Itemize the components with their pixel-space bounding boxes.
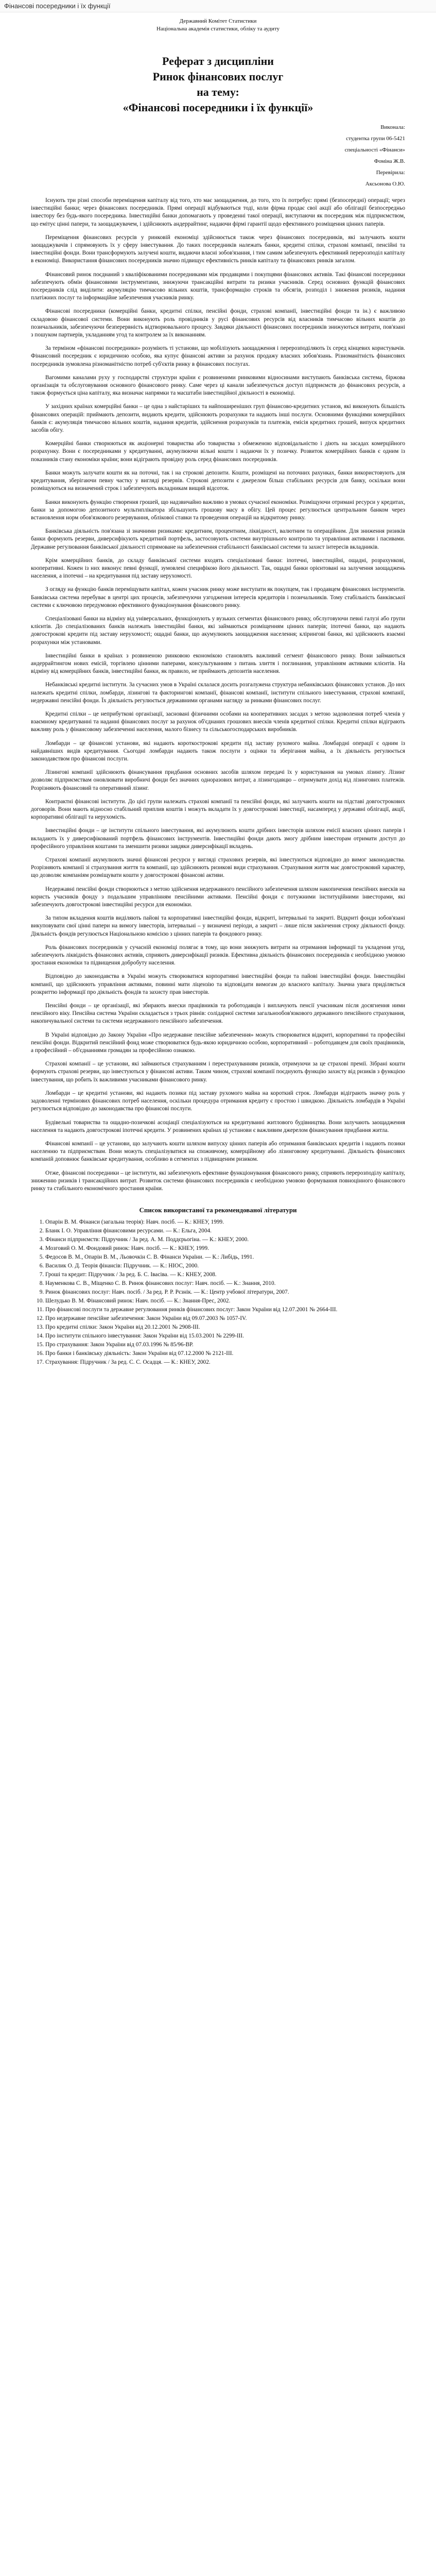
reference-item: 11. Про фінансові послуги та державне регулювання ринків фінансових послуг: Закон України від 12.07.2001 № 2664-III.: [45, 1306, 405, 1314]
reference-item: 10. Шелудько В. М. Фінансовий ринок: Навч. посіб. — К.: Знання-Прес, 2002.: [45, 1297, 405, 1305]
title-line-2: Ринок фінансових послуг: [152, 70, 284, 83]
paragraph: Комерційні банки створюються як акціонерні товариства або товариства з обмеженою відповідальністю і діють на засадах комерційного розрахунку. Вони є посередниками у кредитуванні, акумулюючи вільні кошти і надаючи їх у позичку. Розвиток комерційних банків є одним із показників стану економіки країни; вони відіграють провідну роль серед фінансових посередників.: [31, 440, 405, 463]
paragraph: За типом вкладення коштів виділяють пайові та корпоративні інвестиційні фонди, відкриті, інтервальні та закриті. Відкриті фонди зобов'язані викуповувати свої цінні папери на вимогу інвесторів, інтервальні – у визначені періоди, а закриті – лише після закінчення строку діяльності фонду. Діяльність фондів регулюється Національною комісією з цінних паперів та фондового ринку.: [31, 915, 405, 937]
reference-item: 3. Фінанси підприємств: Підручник / За ред. А. М. Поддєрьогіна. — К.: КНЕУ, 2000.: [45, 1236, 405, 1244]
paragraph: Фінансовий ринок поєднаний з кваліфікованими посередниками між продавцями і покупцями фінансових активів. Такі фінансові посередники забезпечують обмін фінансовими інструментами, знижуючи трансакційні витрати та ризики учасників. Серед основних функцій фінансових посередників слід виділити: акумуляцію тимчасово вільних коштів, трансформацію строків та обсягів, розподіл і зниження ризиків, надання платіжних послуг та інформаційне забезпечення учасників ринку.: [31, 271, 405, 301]
reference-item: 12. Про недержавне пенсійне забезпечення: Закон України від 09.07.2003 № 1057-IV.: [45, 1315, 405, 1323]
paragraph: Фінансові посередники (комерційні банки, кредитні спілки, пенсійні фонди, страхові компанії, інвестиційні фонди та ін.) є важливою складовою фінансової системи. Вони виконують роль провідників у русі фінансових ресурсів від власників тимчасово вільних коштів до позичальників, забезпечуючи безперервність відтворювального процесу. Завдяки діяльності фінансових посередників знижуються витрати, пов'язані з пошуком партнерів, укладанням угод та контролем за їх виконанням.: [31, 308, 405, 338]
paragraph: Ломбарди – це кредитні установи, які надають позики під заставу рухомого майна на короткий строк. Ломбарди відіграють значну роль у задоволенні термінових фінансових потреб населення, оскільки процедура отримання кредиту є простою і швидкою. Діяльність ломбардів в Україні регулюється відповідно до законодавства про фінансові послуги.: [31, 1090, 405, 1112]
title-line-4: «Фінансові посередники і їх функції»: [123, 101, 313, 114]
reference-item: 1. Опарін В. М. Фінанси (загальна теорія): Навч. посіб. — К.: КНЕУ, 1999.: [45, 1218, 405, 1226]
reference-item: 2. Бланк І. О. Управління фінансовими ресурсами. — К.: Ельга, 2004.: [45, 1227, 405, 1235]
reference-item: 16. Про банки і банківську діяльність: Закон України від 07.12.2000 № 2121-III.: [45, 1350, 405, 1358]
author-block: [31, 122, 405, 190]
paragraph: Банки можуть залучати кошти як на поточні, так і на строкові депозити. Кошти, розміщені на поточних рахунках, банки використовують для кредитування, зберігаючи певну частку у вигляді резервів. Строкові депозити є джерелом більш стабільних ресурсів для банку, оскільки вони розміщуються на визначений строк і забезпечують вкладникам вищий відсоток.: [31, 469, 405, 492]
reference-item: 7. Гроші та кредит: Підручник / За ред. Б. С. Івасіва. — К.: КНЕУ, 2008.: [45, 1271, 405, 1279]
paragraph: Страхові компанії – це установи, які займаються страхуванням і перестрахуванням ризиків, отримуючи за це страхові премії. Зібрані кошти формують страхові резерви, що інвестуються у фінансові активи. Таким чином, страхові компанії поєднують функцію захисту від ризиків з функцією інвестування, що робить їх важливими учасниками фінансового ринку.: [31, 1061, 405, 1083]
reference-item: 13. Про кредитні спілки: Закон України від 20.12.2001 № 2908-III.: [45, 1324, 405, 1331]
paragraph: З огляду на функцію банків переміщувати капітал, кожен учасник ринку може виступати як покупцем, так і продавцем фінансових інструментів. Банківська система перебуває в центрі цих процесів, забезпечуючи узгодження інтересів кредиторів і позичальників. Тому стабільність банківської системи є ключовою передумовою ефективного функціонування фінансового ринку.: [31, 586, 405, 608]
reference-item: 4. Мозговий О. М. Фондовий ринок: Навч. посіб. — К.: КНЕУ, 1999.: [45, 1245, 405, 1252]
paragraph: Існують три різні способи переміщення капіталу від того, хто має заощадження, до того, хто їх потребує: прямі (безпосередні) операції; через інвестиційні банки; через фінансових посередників. Прямі операції відбуваються тоді, коли фірма продає свої акції або облігації безпосередньо інвестору без будь-якого посередника. Інвестиційні банки допомагають у проведенні такої операції, виступаючи як посередник між підприємством, що емітує цінні папери, та заощаджувачем, і здійснюють андеррайтинг, надаючи фірмі гарантії щодо ефективного розміщення цінних паперів.: [31, 197, 405, 227]
paragraph: Лізингові компанії здійснюють фінансування придбання основних засобів шляхом передачі їх у користування на умовах лізингу. Лізинг дозволяє підприємствам оновлювати виробничі фонди без значних одноразових витрат, а лізингодавцю – отримувати дохід від лізингових платежів. Розрізняють фінансовий та оперативний лізинг.: [31, 769, 405, 791]
paragraph: Отже, фінансові посередники – це інститути, які забезпечують ефективне функціонування фінансового ринку, сприяють перерозподілу капіталу, зниженню ризиків і трансакційних витрат. Розвиток системи фінансових посередників є необхідною умовою формування повноцінного фінансового ринку та стабільного економічного зростання країни.: [31, 1170, 405, 1192]
paragraph: Роль фінансових посередників у сучасній економіці полягає в тому, що вони знижують витрати на отримання інформації та укладення угод, забезпечують ліквідність фінансових активів, сприяють диверсифікації ризиків. Ефективна діяльність фінансових посередників є необхідною умовою зростання економіки та підвищення добробуту населення.: [31, 944, 405, 967]
paragraph: Інвестиційні банки в країнах з розвиненою ринковою економікою становлять важливий сегмент фінансового ринку. Вони займаються андеррайтингом нових емісій, торгівлею цінними паперами, консультуванням з питань злиття і поглинання, управлінням активами клієнтів. На відміну від комерційних банків, інвестиційні банки, як правило, не приймають депозитів населення.: [31, 652, 405, 675]
paragraph: Фінансові компанії – це установи, що залучають кошти шляхом випуску цінних паперів або отримання банківських кредитів і надають позики населенню та підприємствам. Вони можуть спеціалізуватися на споживчому, комерційному або лізинговому кредитуванні. Діяльність фінансових компаній доповнює банківське кредитування, особливо в сегментах з підвищеним ризиком.: [31, 1140, 405, 1163]
reference-item: 5. Федосов В. М., Опарін В. М., Льовочкін С. В. Фінанси України. — К.: Либідь, 1991.: [45, 1253, 405, 1261]
document-body: [31, 197, 405, 1193]
paragraph: Страхові компанії акумулюють значні фінансові ресурси у вигляді страхових резервів, які інвестуються відповідно до вимог законодавства. Розрізняють компанії зі страхування життя та компанії, що здійснюють ризикові види страхування. Страхування життя має довгостроковий характер, що дозволяє компаніям розміщувати кошти у довгострокові фінансові активи.: [31, 857, 405, 879]
meta-done: Виконала:: [380, 124, 405, 130]
title-line-3: на тему:: [197, 86, 239, 98]
reference-item: 14. Про інститути спільного інвестування: Закон України від 15.03.2001 № 2299-III.: [45, 1332, 405, 1340]
reference-item: 8. Науменкова С. В., Міщенко С. В. Ринок фінансових послуг: Навч. посіб. — К.: Знання, 2010.: [45, 1280, 405, 1287]
paragraph: Переміщення фінансових ресурсів у ринковій економіці здійснюється також через фінансових посередників, які залучають кошти заощаджувачів і спрямовують їх у сферу інвестування. До таких посередників належать банки, кредитні спілки, страхові компанії, пенсійні та інвестиційні фонди. Вони трансформують залучені кошти, видаючи власні зобов'язання, і тим самим забезпечують ефективний перерозподіл капіталу в економіці. Використання фінансових посередників значно підвищує ефективність ринків капіталу та фінансових ринків загалом.: [31, 234, 405, 264]
paragraph: Пенсійні фонди – це організації, які збирають внески працівників та роботодавців і виплачують пенсії учасникам після досягнення ними пенсійного віку. Пенсійна система України складається з трьох рівнів: солідарної системи загальнообов'язкового державного пенсійного страхування, накопичувальної системи та системи недержавного пенсійного забезпечення.: [31, 1003, 405, 1025]
paragraph: Кредитні спілки – це неприбуткові організації, засновані фізичними особами на кооперативних засадах з метою задоволення потреб членів у взаємному кредитуванні та наданні фінансових послуг за рахунок об'єднаних грошових внесків членів кредитної спілки. Кредитні спілки відіграють важливу роль у фінансовому забезпеченні населення, малого бізнесу та сільськогосподарських виробників.: [31, 710, 405, 733]
reference-item: 17. Страхування: Підручник / За ред. С. С. Осадця. — К.: КНЕУ, 2002.: [45, 1359, 405, 1366]
header-committee: Державний Комітет Статистики: [179, 18, 257, 24]
header-academy: Національна академія статистики, обліку та аудиту: [156, 26, 280, 32]
references-title: Список використаної та рекомендованої літератури: [139, 1206, 297, 1214]
references-list: [31, 1218, 405, 1366]
paragraph: За терміном «фінансові посередники» розуміють ті установи, що мобілізують заощадження і перерозподіляють їх серед кінцевих користувачів. Фінансовий посередник є юридичною особою, яка купує фінансові активи за рахунок продажу власних зобов'язань. Різноманітність фінансових посередників зумовлена різноманітністю потреб суб'єктів ринку в фінансових послугах.: [31, 345, 405, 367]
reference-item: 15. Про страхування: Закон України від 07.03.1996 № 85/96-ВР.: [45, 1341, 405, 1349]
document-page: [31, 18, 405, 1367]
title-line-1: Реферат з дисципліни: [162, 55, 274, 67]
paragraph: Спеціалізовані банки на відміну від універсальних, функціонують у вузьких сегментах фінансового ринку, обслуговуючи певні галузі або групи клієнтів. До спеціалізованих банків належать інвестиційні банки, які займаються розміщенням цінних паперів; іпотечні банки, що надають довгострокові кредити під заставу нерухомості; ощадні банки, що акумулюють заощадження населення; кліринговi банки, які здійснюють взаємні розрахунки між установами.: [31, 615, 405, 646]
reference-item: 6. Василик О. Д. Теорія фінансів: Підручник. — К.: НІОС, 2000.: [45, 1262, 405, 1270]
meta-name: Фоміна Ж.В.: [374, 158, 405, 164]
paragraph: Ломбарди – це фінансові установи, які надають короткострокові кредити під заставу рухомого майна. Ломбардні операції є одним із найдавніших видів кредитування. Сьогодні ломбарди надають також послуги з оцінки та зберігання майна, а їх діяльність регулюється законодавством про фінансові послуги.: [31, 740, 405, 762]
meta-teacher: Аксьонова О.Ю.: [365, 181, 405, 187]
paragraph: В Україні відповідно до Закону України «Про недержавне пенсійне забезпечення» можуть створюватися відкриті, корпоративні та професійні пенсійні фонди. Відкритий пенсійний фонд може створюватися будь-якою юридичною особою, корпоративний – роботодавцем для своїх працівників, а професійний – об'єднаннями громадян за професійною ознакою.: [31, 1031, 405, 1054]
document-header: [31, 18, 405, 33]
document-title: [31, 54, 405, 115]
paragraph: Вагомими каналами руху у господарстві структури країни є розвиненими ринковими відносинами виступають банківська система, біржова організація та обслуговування основного фінансового ринку. Саме через ці канали забезпечується доступ підприємств до фінансових ресурсів, а також формується ціна капіталу, яка визначає напрямки та масштаби інвестиційної діяльності в економіці.: [31, 374, 405, 397]
meta-student: студентка групи 06-5421: [346, 135, 405, 142]
paragraph: Контрактні фінансові інститути. До цієї групи належать страхові компанії та пенсійні фонди, які залучають кошти на підставі довгострокових договорів. Вони мають відносно стабільний приплив коштів і можуть вкладати їх у довгострокові інвестиції, насамперед у державні облігації, акції, корпоративні облігації та нерухомість.: [31, 798, 405, 821]
meta-speciality: спеціальності «Фінанси»: [344, 147, 405, 153]
paragraph: Недержавні пенсійні фонди створюються з метою здійснення недержавного пенсійного забезпечення шляхом накопичення пенсійних внесків на користь учасників фонду з подальшим управлінням пенсійними активами. Пенсійні фонди є потужними інституційними інвесторами, які забезпечують довгострокові інвестиційні ресурси для економіки.: [31, 886, 405, 908]
paragraph: Інвестиційні фонди – це інститути спільного інвестування, які акумулюють кошти дрібних інвесторів шляхом емісії власних цінних паперів і вкладають їх у диверсифікований портфель фінансових інструментів. Інвестиційні фонди дають змогу дрібним інвесторам отримати доступ до професійного управління коштами та зменшити ризики завдяки диверсифікації вкладень.: [31, 827, 405, 850]
paragraph: Відповідно до законодавства в Україні можуть створюватися корпоративні інвестиційні фонди та пайові інвестиційні фонди. Інвестиційні компанії, що здійснюють управління активами, повинні мати ліцензію та відповідати вимогам до власного капіталу. Значна увага приділяється розкриттю інформації про діяльність фондів та захисту прав інвесторів.: [31, 973, 405, 995]
paragraph: Крім комерційних банків, до складу банківської системи входять спеціалізовані банки: іпотечні, інвестиційні, ощадні, розрахункові, кооперативні. Кожен із них виконує певні функції, зумовлені специфікою його діяльності. Так, ощадні банки орієнтовані на залучення заощаджень населення, а іпотечні – на кредитування під заставу нерухомості.: [31, 557, 405, 580]
meta-check: Перевірила:: [376, 170, 405, 176]
paragraph: Банки виконують функцію створення грошей, що надзвичайно важливо в умовах сучасної економіки. Розміщуючи отримані ресурси у кредитах, банки за допомогою депозитного мультиплікатора збільшують грошову масу в обігу. Цей процес регулюється центральним банком через встановлення норм обов'язкового резервування, облікової ставки та проведення операцій на відкритому ринку.: [31, 499, 405, 521]
paragraph: У західних країнах комерційні банки – це одна з найстаріших та найпоширеніших груп фінансово-кредитних установ, які виконують більшість фінансових операцій: приймають депозити, видають кредити, здійснюють розрахунки та надають інші послуги. Основними функціями комерційних банків є: акумуляція тимчасово вільних коштів, надання кредитів, здійснення розрахунків та платежів, емісія кредитних грошей, випуск кредитних засобів обігу.: [31, 403, 405, 434]
reference-item: 9. Ринок фінансових послуг: Навч. посіб. / За ред. Р. Р. Рєзнік. — К.: Центр учбової літератури, 2007.: [45, 1289, 405, 1296]
paragraph: Банківська діяльність пов'язана зі значними ризиками: кредитним, процентним, ліквідності, валютним та операційним. Для зниження ризиків банки формують резерви, диверсифікують кредитний портфель, застосовують системи внутрішнього контролю та управління активами і пасивами. Державне регулювання банківської діяльності спрямоване на забезпечення стабільності банківської системи та захист інтересів вкладників.: [31, 528, 405, 550]
paragraph: Будівельні товариства та ощадно-позичкові асоціації спеціалізуються на кредитуванні житлового будівництва. Вони залучають заощадження населення та надають довгострокові іпотечні кредити. У розвинених країнах ці установи є важливим джерелом фінансування придбання житла.: [31, 1119, 405, 1133]
paragraph: Небанківські кредитні інститути. За сучасних умов в Україні склалася досить розгалужена структура небанківських фінансових установ. До них належать кредитні спілки, ломбарди, лізингові та факторингові компанії, фінансові компанії, інститути спільного інвестування, страхові компанії, недержавні пенсійні фонди. Їх діяльність регулюється державними органами нагляду за ринками фінансових послуг.: [31, 682, 405, 704]
window-title: Фінансові посередники і їх функції: [0, 0, 436, 12]
